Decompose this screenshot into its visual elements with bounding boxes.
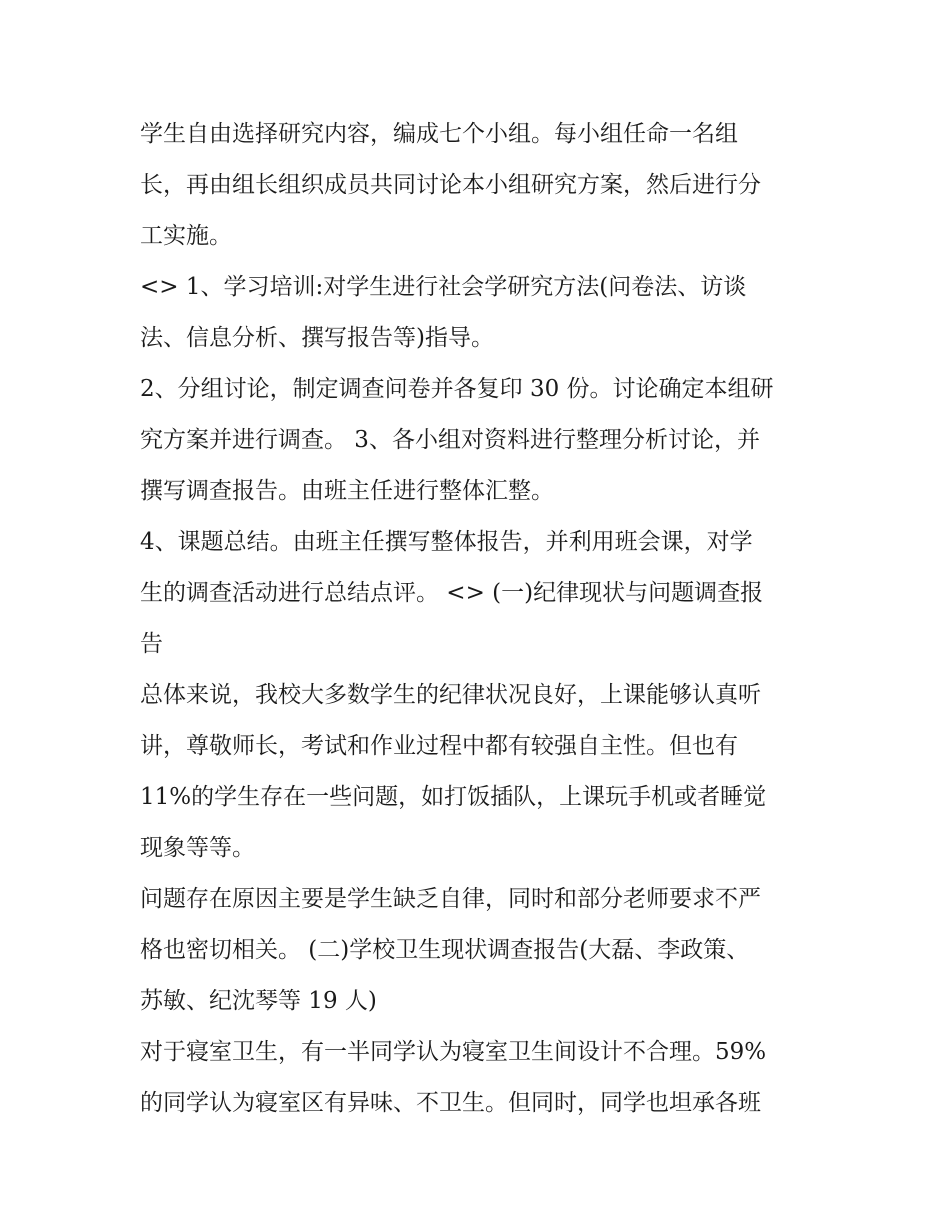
text-line: <> 1、学习培训:对学生进行社会学研究方法(问卷法、访谈 [140,274,747,300]
text-line: 告 [140,631,163,657]
text-line: 问题存在原因主要是学生缺乏自律，同时和部分老师要求不严 [140,886,761,912]
text-line: 对于寝室卫生，有一半同学认为寝室卫生间设计不合理。59% [140,1039,767,1065]
paragraph-discipline-overview [140,670,820,874]
text-line: 格也密切相关。 (二)学校卫生现状调查报告(大磊、李政策、 [140,937,750,963]
text-line: 现象等等。 [140,835,255,861]
paragraph-dorm-hygiene [140,1027,820,1129]
text-line: 究方案并进行调查。 3、各小组对资料进行整理分析讨论，并 [140,427,760,453]
text-line: 4、课题总结。由班主任撰写整体报告，并利用班会课，对学 [140,529,753,555]
document-body [140,109,820,1129]
paragraph-grouping [140,109,820,262]
text-line: 2、分组讨论，制定调查问卷并各复印 30 份。讨论确定本组研 [140,376,774,402]
paragraph-group-discussion [140,364,820,517]
text-line: 法、信息分析、撰写报告等)指导。 [140,325,494,351]
text-line: 苏敏、纪沈琴等 19 人) [140,988,377,1014]
paragraph-summary [140,517,820,670]
text-line: 生的调查活动进行总结点评。 <> (一)纪律现状与问题调查报 [140,580,764,606]
paragraph-discipline-causes [140,874,820,1027]
text-line: 讲，尊敬师长，考试和作业过程中都有较强自主性。但也有 [140,733,738,759]
paragraph-training [140,262,820,364]
text-line: 工实施。 [140,223,232,249]
text-line: 撰写调查报告。由班主任进行整体汇整。 [140,478,554,504]
text-line: 长，再由组长组织成员共同讨论本小组研究方案，然后进行分 [140,172,761,198]
text-line: 学生自由选择研究内容，编成七个小组。每小组任命一名组 [140,121,738,147]
text-line: 的同学认为寝室区有异味、不卫生。但同时，同学也坦承各班 [140,1090,761,1116]
text-line: 11%的学生存在一些问题，如打饭插队，上课玩手机或者睡觉 [140,784,767,810]
text-line: 总体来说，我校大多数学生的纪律状况良好，上课能够认真听 [140,682,761,708]
